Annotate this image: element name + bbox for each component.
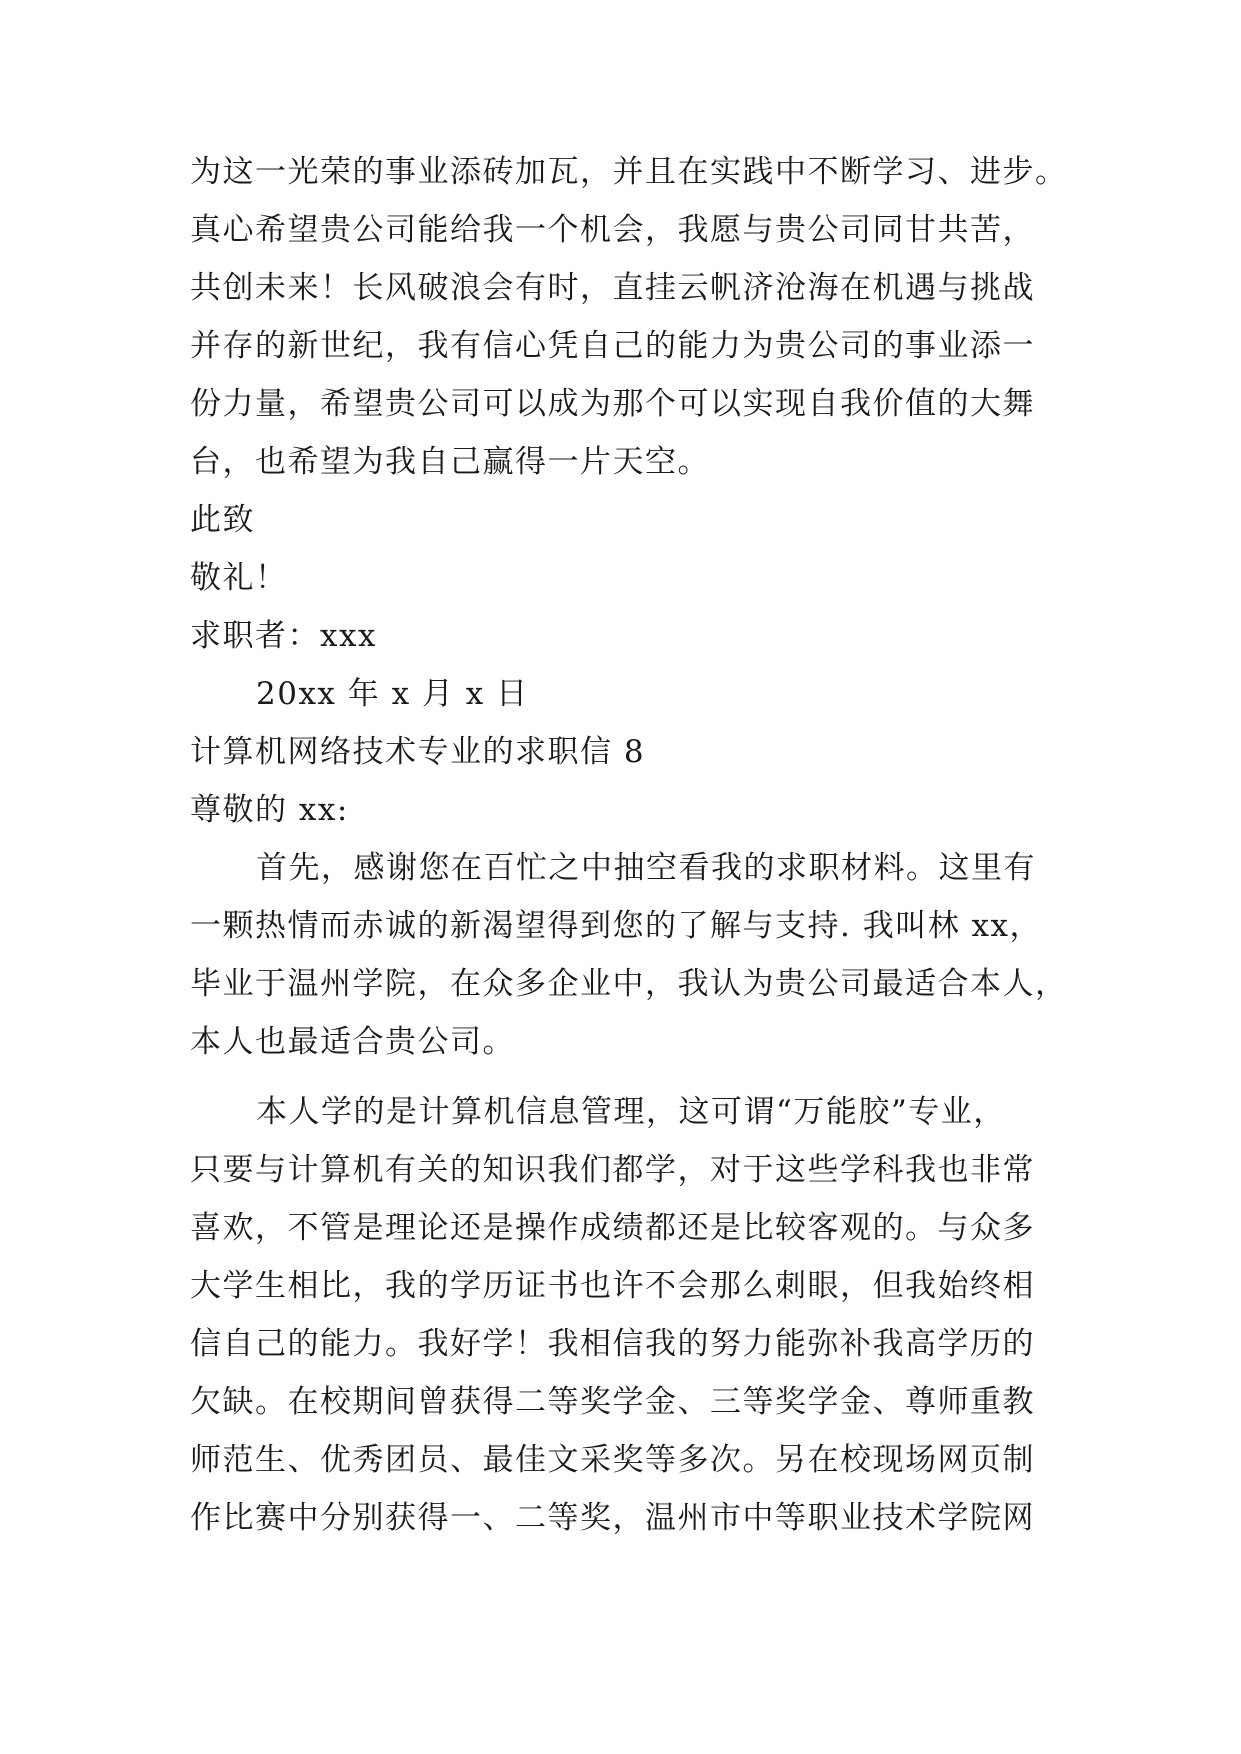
text-line: 作比赛中分别获得一、二等奖，温州市中等职业技术学院网 (190, 1500, 1035, 1536)
text-line: 欠缺。在校期间曾获得二等奖学金、三等奖学金、尊师重教 (190, 1384, 1035, 1420)
text-line: 本人也最适合贵公司。 (190, 1024, 515, 1060)
text-line: 并存的新世纪，我有信心凭自己的能力为贵公司的事业添一 (190, 328, 1035, 364)
salutation-line: 敬礼！ (190, 560, 288, 596)
text-line: 一颗热情而赤诚的新渴望得到您的了解与支持. 我叫林 xx， (190, 908, 1043, 944)
text-line: 共创未来！长风破浪会有时，直挂云帆济沧海在机遇与挑战 (190, 270, 1035, 306)
paragraph-start: 首先，感谢您在百忙之中抽空看我的求职材料。这里有 (256, 850, 1036, 886)
date-line: 20xx 年 x 月 x 日 (256, 676, 529, 712)
text-line: 真心希望贵公司能给我一个机会，我愿与贵公司同甘共苦， (190, 212, 1035, 248)
text-line: 大学生相比，我的学历证书也许不会那么刺眼，但我始终相 (190, 1268, 1035, 1304)
text-line: 台，也希望为我自己赢得一片天空。 (190, 444, 710, 480)
text-line: 信自己的能力。我好学！我相信我的努力能弥补我高学历的 (190, 1326, 1035, 1362)
text-line: 只要与计算机有关的知识我们都学，对于这些学科我也非常 (190, 1152, 1035, 1188)
text-line: 毕业于温州学院，在众多企业中，我认为贵公司最适合本人， (190, 966, 1068, 1002)
text-line: 喜欢，不管是理论还是操作成绩都还是比较客观的。与众多 (190, 1210, 1035, 1246)
text-line: 为这一光荣的事业添砖加瓦，并且在实践中不断学习、进步。 (190, 154, 1068, 190)
section-title: 计算机网络技术专业的求职信 8 (190, 734, 646, 770)
closing-line: 此致 (190, 502, 255, 538)
text-line: 份力量，希望贵公司可以成为那个可以实现自我价值的大舞 (190, 386, 1035, 422)
paragraph-start: 本人学的是计算机信息管理，这可谓“万能胶”专业， (256, 1094, 1006, 1130)
greeting-line: 尊敬的 xx: (190, 792, 349, 828)
signature-line: 求职者：xxx (190, 618, 377, 654)
text-line: 师范生、优秀团员、最佳文采奖等多次。另在校现场网页制 (190, 1442, 1035, 1478)
